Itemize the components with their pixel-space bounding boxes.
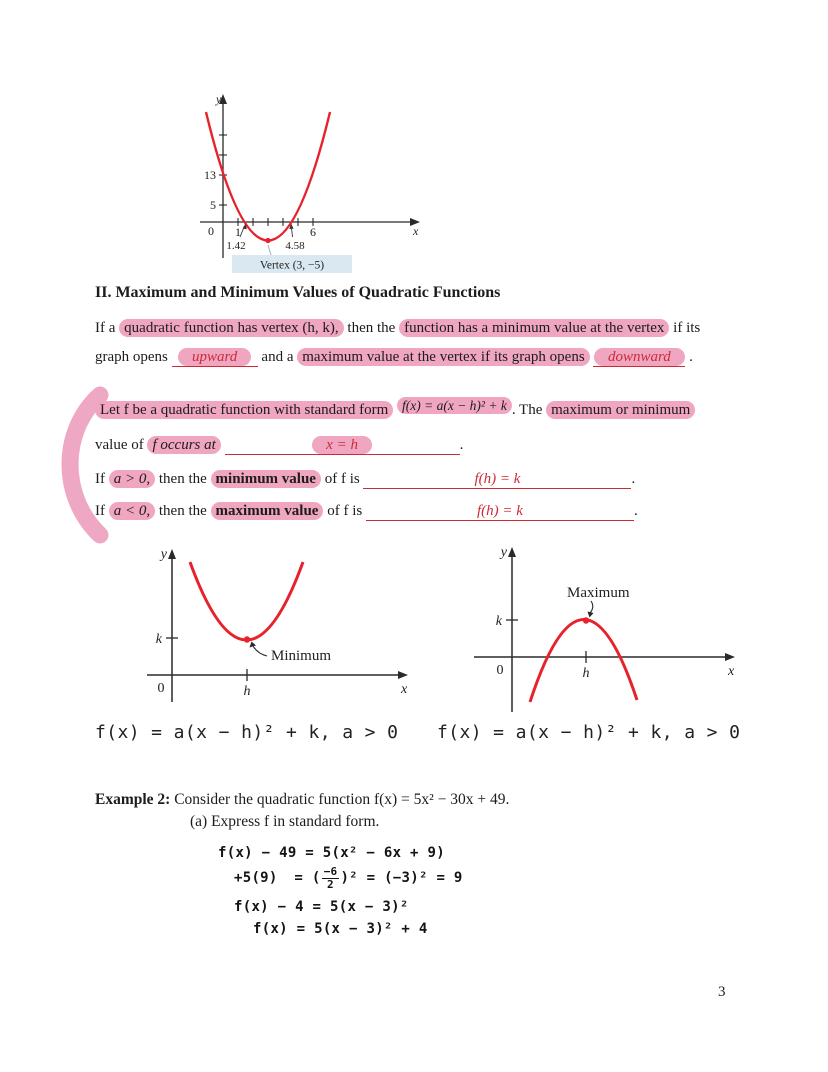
blank-downward	[593, 349, 685, 367]
fraction-denominator: 2	[327, 877, 334, 891]
k-label: k	[155, 632, 162, 647]
y-axis-label: y	[500, 545, 507, 560]
blank-max-value	[366, 503, 634, 521]
x-axis-label: x	[413, 224, 419, 238]
para1-line2	[95, 349, 693, 367]
example-text: Consider the quadratic function f(x) = 5x² − 30x + 49.	[170, 791, 510, 808]
figure-vertex-parabola	[164, 88, 424, 278]
k-label: k	[495, 614, 502, 629]
example2-line1	[95, 791, 509, 809]
handwork-line4: f(x) = 5(x − 3)² + 4	[253, 921, 428, 937]
answer-upward: upward	[178, 348, 251, 366]
x-axis-label: x	[728, 664, 735, 679]
figure-maximum-parabola	[460, 542, 745, 717]
text: then the	[155, 503, 211, 519]
origin-label: 0	[496, 663, 504, 678]
y-axis-label: y	[216, 92, 222, 106]
text: . The	[511, 402, 547, 418]
x-axis-arrow-icon	[398, 671, 408, 679]
y-axis-arrow-icon	[168, 549, 176, 559]
example2-part-a: (a) Express f in standard form.	[190, 813, 380, 830]
text: then the	[343, 320, 400, 336]
maximum-label: Maximum	[567, 585, 630, 601]
vertex-point	[265, 238, 270, 243]
h-label: h	[582, 666, 590, 681]
answer-f-h-equals-k: f(h) = k	[476, 503, 523, 519]
para1-line1	[95, 320, 700, 337]
highlighted-text: quadratic function has vertex (h, k),	[119, 319, 344, 337]
vertex-label: Vertex (3, −5)	[259, 259, 325, 272]
highlighted-text: maximum value at the vertex if its graph opens	[297, 348, 589, 366]
para2-line3	[95, 471, 635, 489]
ytick-5: 5	[210, 198, 216, 212]
callout-arrow	[590, 601, 593, 613]
x-axis-arrow-icon	[725, 653, 735, 661]
highlighted-text: a > 0,	[109, 470, 155, 488]
formula-caption-right: f(x) = a(x − h)² + k, a > 0	[437, 722, 741, 743]
answer-x-equals-h: x = h	[312, 436, 372, 454]
para2-line2	[95, 437, 463, 455]
intercept-right-label: 4.58	[285, 240, 305, 252]
blank-upward	[172, 349, 258, 367]
text: of f is	[323, 503, 366, 519]
text: of f is	[320, 471, 364, 487]
para2-line1	[95, 398, 695, 419]
handwork-line2	[234, 866, 463, 890]
maximum-point	[583, 617, 589, 623]
text: .	[631, 471, 636, 487]
text: .	[633, 503, 638, 519]
callout-arrow	[253, 646, 267, 656]
para2-line4	[95, 503, 638, 521]
origin-label: 0	[157, 681, 165, 696]
text: If	[95, 503, 109, 519]
fraction-numerator: −6	[323, 865, 338, 878]
handwork-line2-eq: = (	[294, 870, 321, 887]
y-axis-label: y	[160, 547, 167, 562]
xtick-1: 1	[235, 225, 241, 239]
example-label: Example 2:	[95, 791, 171, 808]
arrowhead-icon	[588, 612, 594, 618]
x-axis-label: x	[401, 682, 408, 697]
text: If	[95, 471, 109, 487]
highlighted-text: maximum value	[211, 502, 324, 520]
fraction	[322, 866, 340, 890]
handwork-line2-rest: )² = (−3)² = 9	[340, 870, 463, 887]
parabola-curve	[190, 562, 303, 640]
blank-x-equals-h	[225, 437, 460, 455]
highlighted-text: minimum value	[211, 470, 321, 488]
answer-f-h-equals-k: f(h) = k	[474, 471, 521, 487]
minimum-label: Minimum	[271, 648, 332, 664]
h-label: h	[243, 684, 251, 699]
figure-minimum-parabola	[133, 542, 418, 707]
ytick-13: 13	[204, 168, 216, 182]
intercept-left-label: 1.42	[226, 240, 246, 252]
page-number: 3	[718, 984, 726, 1000]
minimum-point	[244, 636, 250, 642]
handwork-line2-left: +5(9)	[234, 870, 278, 887]
xtick-6: 6	[310, 225, 316, 239]
standard-form-formula: f(x) = a(x − h)² + k	[397, 397, 512, 414]
blank-min-value	[363, 471, 631, 489]
handwork-line3: f(x) − 4 = 5(x − 3)²	[234, 899, 409, 915]
text: if its	[669, 320, 701, 336]
answer-downward: downward	[594, 348, 685, 366]
highlighted-text: f occurs at	[147, 436, 220, 454]
handwork-line1: f(x) − 49 = 5(x² − 6x + 9)	[218, 845, 445, 861]
y-axis-arrow-icon	[508, 547, 516, 557]
highlighted-text: function has a minimum value at the vertex	[399, 319, 669, 337]
text: value of	[95, 437, 148, 453]
text: .	[459, 437, 464, 453]
vertex-leader-line	[268, 245, 271, 255]
text: .	[689, 349, 693, 365]
highlighted-text: Let f be a quadratic function with standard form	[95, 401, 393, 419]
text: If a	[95, 320, 120, 336]
highlighted-text: a < 0,	[109, 502, 155, 520]
origin-label: 0	[208, 224, 214, 238]
text: graph opens	[95, 349, 168, 365]
formula-caption-left: f(x) = a(x − h)² + k, a > 0	[95, 722, 399, 743]
text: and a	[261, 349, 294, 365]
section-heading: II. Maximum and Minimum Values of Quadratic Functions	[95, 284, 501, 301]
highlighted-text: maximum or minimum	[546, 401, 695, 419]
text: then the	[155, 471, 211, 487]
parabola-curve	[530, 619, 637, 702]
